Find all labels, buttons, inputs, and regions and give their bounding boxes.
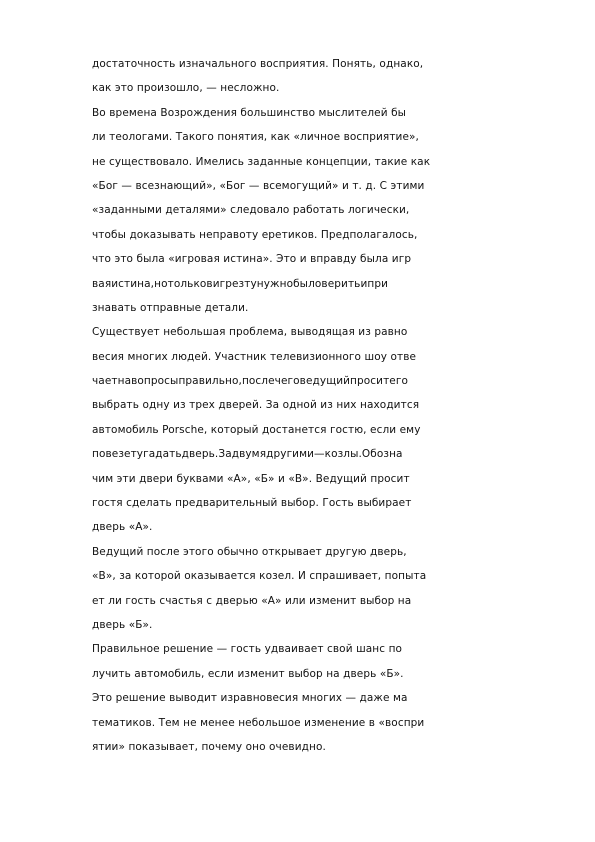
text-line: лучить автомобиль, если изменит выбор на дверь «Б». <box>92 667 404 680</box>
text-line: знавать отправные детали. <box>92 301 249 314</box>
text-line: автомобиль Porsche, который достанется гостю, если ему <box>92 423 421 436</box>
text-line: ли теологами. Такого понятия, как «личное восприятие», <box>92 131 419 144</box>
text-line: чтобы доказывать неправоту еретиков. Предполагалось, <box>92 228 418 241</box>
text-line: ваяистина,нотольковигрезтунужнобыловеритьипри <box>92 277 389 290</box>
text-line: «заданными деталями» следовало работать логически, <box>92 204 410 217</box>
text-line: что это была «игровая истина». Это и вправду была игр <box>92 253 412 266</box>
text-line: чаетнавопросыправильно,послечеговедущийпроситего <box>92 375 409 388</box>
text-line: не существовало. Имелись заданные концепции, такие как <box>92 155 431 168</box>
body-text <box>92 52 512 759</box>
text-line: чим эти двери буквами «А», «Б» и «В». Ведущий просит <box>92 472 410 485</box>
text-line: Существует небольшая проблема, выводящая из равно <box>92 326 408 339</box>
text-line: Правильное решение — гость удваивает свой шанс по <box>92 643 403 656</box>
text-line: как это произошло, — несложно. <box>92 82 280 95</box>
text-line: ятии» показывает, почему оно очевидно. <box>92 740 326 753</box>
text-line: «Бог — всезнающий», «Бог — всемогущий» и т. д. С этими <box>92 179 425 192</box>
text-line: Ведущий после этого обычно открывает другую дверь, <box>92 545 407 558</box>
text-line: достаточность изначального восприятия. Понять, однако, <box>92 58 424 70</box>
text-line: Это решение выводит изравновесия многих — даже ма <box>92 692 408 705</box>
text-line: гостя сделать предварительный выбор. Гость выбирает <box>92 497 412 510</box>
text-line: весия многих людей. Участник телевизионного шоу отве <box>92 350 417 363</box>
text-line: дверь «Б». <box>92 618 153 631</box>
text-line: Во времена Возрождения большинство мыслителей бы <box>92 106 407 119</box>
text-line: «В», за которой оказывается козел. И спрашивает, попыта <box>92 570 427 583</box>
text-line: повезетугадатьдверь.Задвумядругими—козлы.Обозна <box>92 448 403 461</box>
text-line: дверь «А». <box>92 521 153 534</box>
text-line: выбрать одну из трех дверей. За одной из них находится <box>92 399 420 412</box>
text-line: тематиков. Тем не менее небольшое изменение в «воспри <box>92 716 425 729</box>
text-line: ет ли гость счастья с дверью «А» или изменит выбор на <box>92 594 412 607</box>
